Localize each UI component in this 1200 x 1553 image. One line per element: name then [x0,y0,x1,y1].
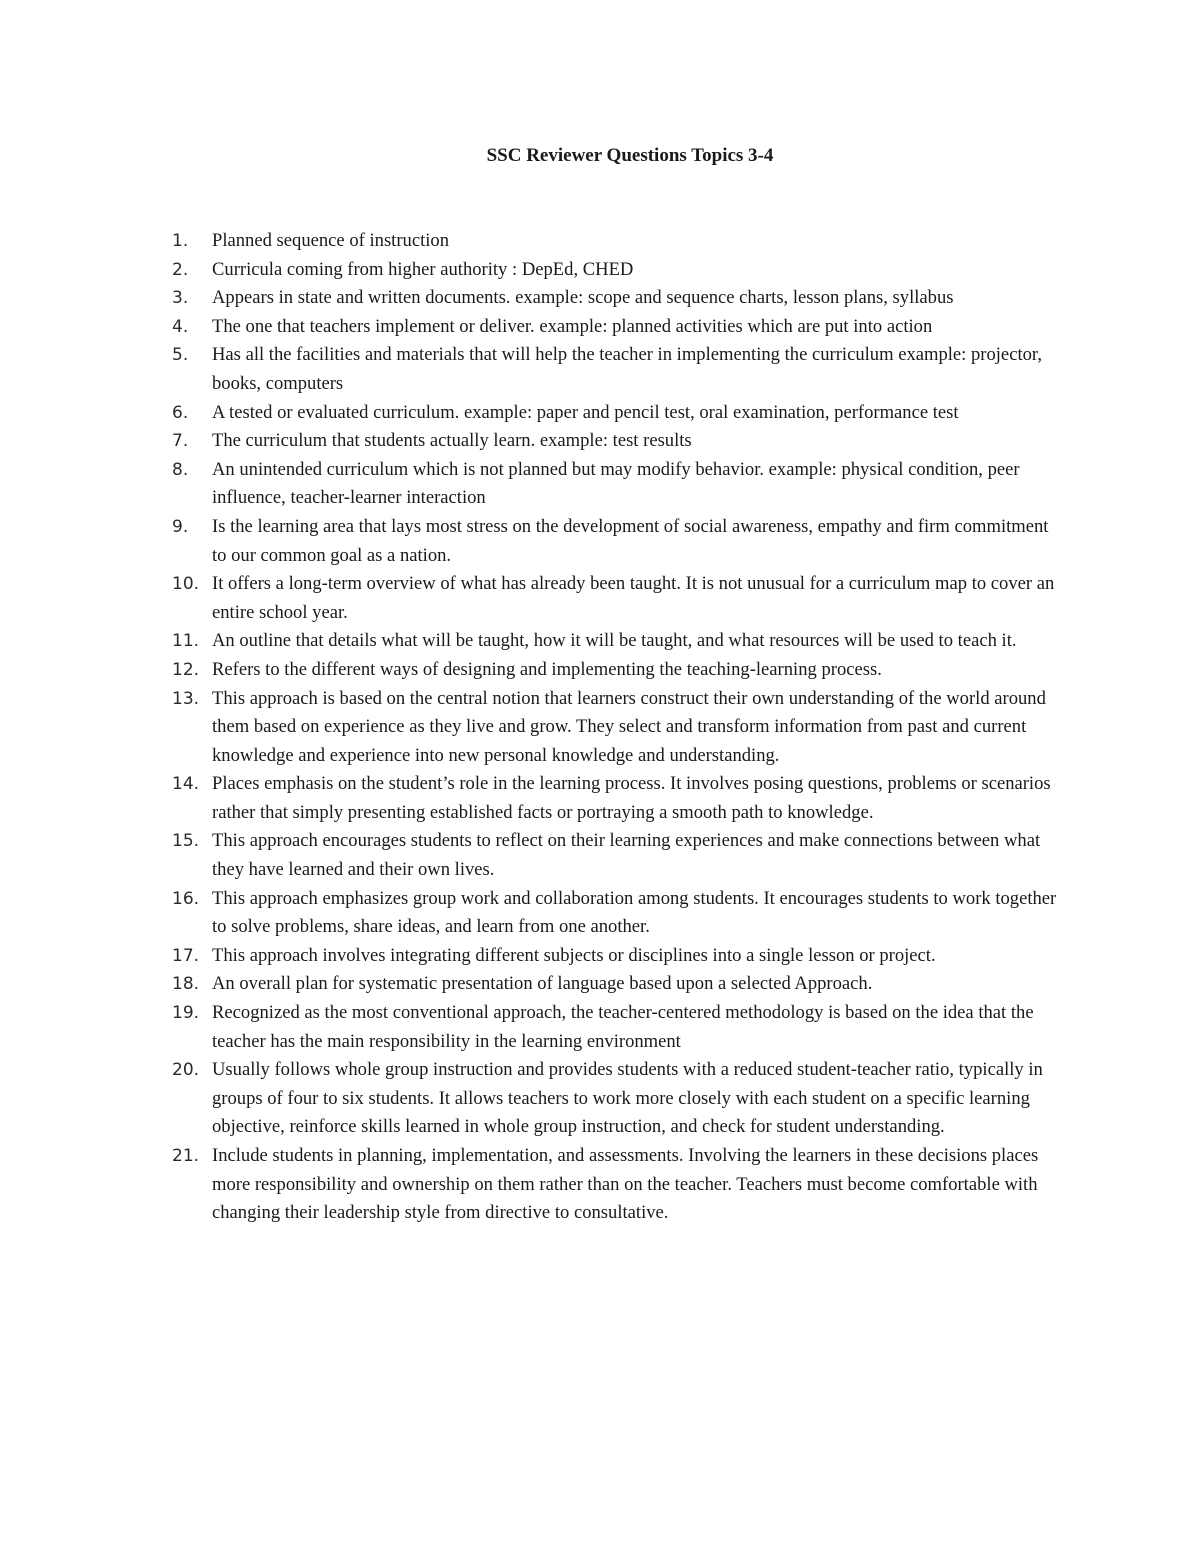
question-number: 19. [172,1003,200,1024]
question-item [172,1142,1062,1228]
question-item [172,1056,1062,1142]
question-item [172,456,1062,513]
question-text: Refers to the different ways of designing and implementing the teaching-learning process. [212,658,882,680]
question-item [172,970,1062,999]
question-text: This approach is based on the central notion that learners construct their own understanding of the world around them based on experience as they live and grow. They select and transform information from past and current knowledge and experience into new personal knowledge and understanding. [212,687,1046,766]
question-item [172,427,1062,456]
question-item [172,284,1062,313]
question-text: This approach involves integrating different subjects or disciplines into a single lesson or project. [212,944,936,966]
question-item [172,313,1062,342]
question-number: 12. [172,659,200,680]
question-text: Include students in planning, implementation, and assessments. Involving the learners in these decisions places more responsibility and ownership on them rather than on the teacher. Teachers must become comfortable with changing their leadership style from directive to consultative. [212,1145,1039,1224]
question-number: 8. [172,459,189,480]
question-text: An overall plan for systematic presentation of language based upon a selected Approach. [212,973,873,995]
question-number: 6. [172,402,189,423]
question-item [172,685,1062,771]
question-item [172,656,1062,685]
question-number: 3. [172,288,189,309]
question-number: 15. [172,831,200,852]
question-item [172,513,1062,570]
question-number: 10. [172,574,200,595]
question-number: 5. [172,345,189,366]
question-text: An outline that details what will be taught, how it will be taught, and what resources will be used to teach it. [212,630,1017,652]
question-item [172,227,1062,256]
question-number: 4. [172,316,189,337]
question-item [172,942,1062,971]
question-text: A tested or evaluated curriculum. example: paper and pencil test, oral examination, performance test [212,401,959,423]
question-text: It offers a long-term overview of what has already been taught. It is not unusual for a curriculum map to cover an entire school year. [212,573,1055,623]
question-item [172,399,1062,428]
question-text: Curricula coming from higher authority : DepEd, CHED [212,258,634,280]
question-number: 9. [172,516,189,537]
question-number: 11. [172,631,200,652]
question-text: Appears in state and written documents. example: scope and sequence charts, lesson plans, syllabus [212,287,954,309]
question-text: Is the learning area that lays most stress on the development of social awareness, empathy and firm commitment to our common goal as a nation. [212,515,1049,566]
question-number: 1. [172,231,189,251]
question-number: 21. [172,1146,200,1166]
question-text: Has all the facilities and materials that will help the teacher in implementing the curriculum example: projector, books, computers [212,344,1043,394]
question-item [172,770,1062,827]
question-text: The curriculum that students actually learn. example: test results [212,430,692,452]
question-number: 2. [172,259,189,280]
question-item [172,627,1062,656]
question-text: Recognized as the most conventional approach, the teacher-centered methodology is based on the idea that the teacher has the main responsibility in the learning environment [212,1002,1034,1052]
question-text: Planned sequence of instruction [212,230,450,251]
question-text: Places emphasis on the student’s role in the learning process. It involves posing questions, problems or scenarios rather that simply presenting established facts or portraying a smooth path to knowledge. [212,773,1051,823]
question-item [172,570,1062,627]
question-item [172,827,1062,884]
question-text: Usually follows whole group instruction and provides students with a reduced student-teacher ratio, typically in groups of four to six students. It allows teachers to work more closely with each student on a specific learning objective, reinforce skills learned in whole group instruction, and check for student understanding. [212,1059,1043,1138]
question-text: An unintended curriculum which is not planned but may modify behavior. example: physical condition, peer influence, teacher-learner interaction [212,458,1020,509]
question-list [172,227,1062,1228]
question-item [172,999,1062,1056]
question-number: 14. [172,774,200,795]
question-text: The one that teachers implement or deliver. example: planned activities which are put into action [212,315,933,337]
question-item [172,885,1062,942]
question-number: 7. [172,431,189,452]
question-number: 20. [172,1060,200,1081]
document-title: SSC Reviewer Questions Topics 3-4 [486,145,774,166]
question-number: 17. [172,945,200,966]
question-number: 13. [172,688,200,709]
question-item [172,341,1062,398]
question-number: 18. [172,974,200,995]
question-text: This approach encourages students to reflect on their learning experiences and make connections between what they have learned and their own lives. [212,830,1041,881]
question-text: This approach emphasizes group work and collaboration among students. It encourages students to work together to solve problems, share ideas, and learn from one another. [212,887,1057,938]
question-number: 16. [172,888,200,909]
question-item [172,256,1062,285]
